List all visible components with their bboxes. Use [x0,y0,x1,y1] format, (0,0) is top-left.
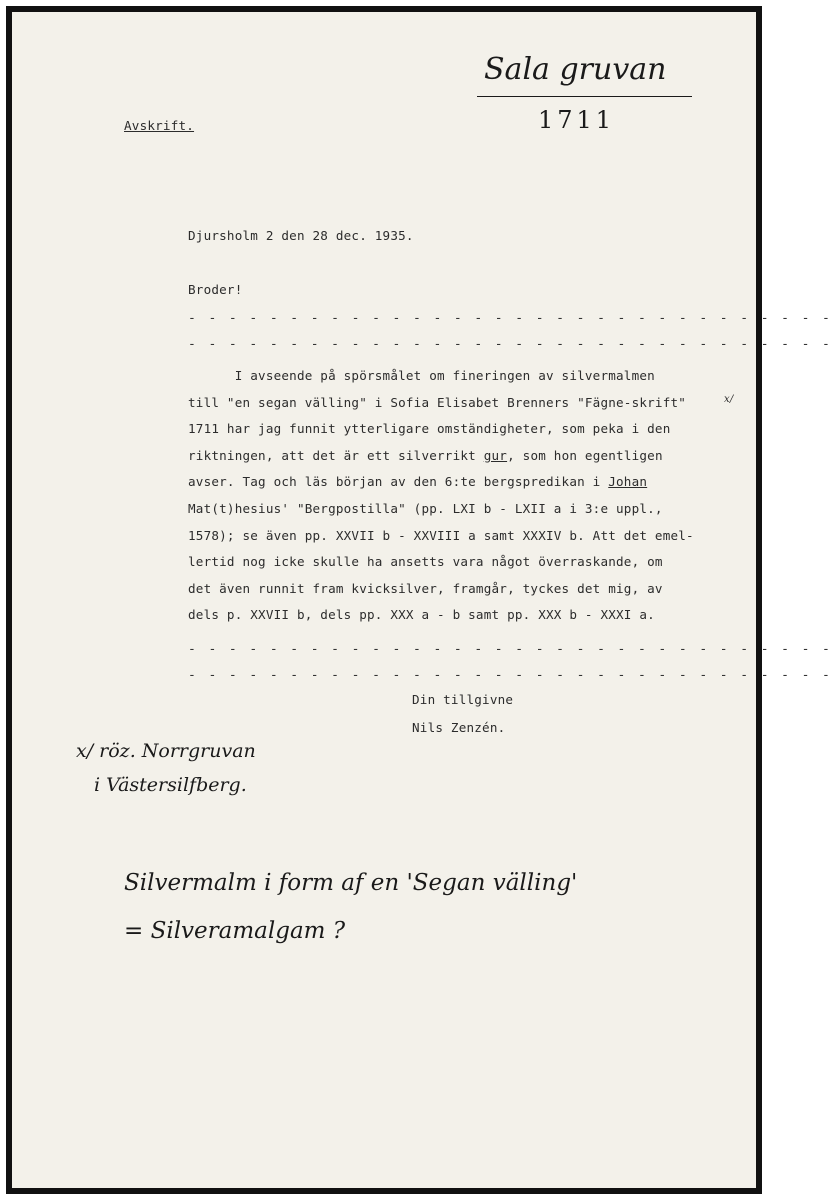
body-text: , som hon egentligen [507,448,663,463]
body-text: Mat(t)hesius' "Bergpostilla" (pp. LXI b - LXII a i 3:e uppl., [188,501,663,516]
body-text: till "en segan välling" i Sofia Elisabet Brenners "Fägne-skrift" [188,395,687,410]
body-line [188,581,663,596]
letter-page [12,12,832,1188]
body-line [188,474,647,489]
underlined-word: gur [483,448,508,463]
body-line [188,395,686,410]
salutation: Broder! [188,282,243,297]
margin-note-line: x/ röz. Norrgruvan [76,740,256,762]
document-frame [6,6,832,1194]
body-line [188,554,663,569]
body-line [188,501,663,516]
underlined-word: Johan [608,474,648,489]
dash-separator: - - - - - - - - - - - - - - - - - - - - - - - - - - - - - - - - [188,337,832,352]
margin-note-line: i Västersilfberg. [94,774,247,796]
dash-separator: - - - - - - - - - - - - - - - - - - - - - - - - - - - - - - - - [188,668,832,683]
handwritten-title: Sala gruvan [484,52,667,87]
avskrift-label: Avskrift. [124,118,195,133]
signature: Nils Zenzén. [412,720,506,735]
body-text: 1711 har jag funnit ytterligare omständigheter, som peka i den [188,421,671,436]
body-line [188,421,671,436]
body-line [188,368,655,383]
body-text: dels p. XXVII b, dels pp. XXX a - b samt pp. XXX b - XXXI a. [188,607,655,622]
body-line [188,528,694,543]
bottom-note-line: = Silveramalgam ? [124,918,346,944]
body-text: avser. Tag och läs början av den 6:te bergspredikan i [188,474,609,489]
dateline: Djursholm 2 den 28 dec. 1935. [188,228,414,243]
body-line [188,607,655,622]
handwritten-title-underline [477,96,692,97]
footnote-mark: x/ [724,394,734,405]
body-line [188,448,663,463]
bottom-note-line: Silvermalm i form af en 'Segan välling' [124,870,578,896]
closing: Din tillgivne [412,692,514,707]
body-text: riktningen, att det är ett silverrikt [188,448,484,463]
body-text: det även runnit fram kvicksilver, framgår, tyckes det mig, av [188,581,663,596]
body-text: I avseende på spörsmålet om fineringen av silvermalmen [188,368,655,383]
dash-separator: - - - - - - - - - - - - - - - - - - - - - - - - - - - - - - - - [188,311,832,326]
dash-separator: - - - - - - - - - - - - - - - - - - - - - - - - - - - - - - - - [188,642,832,657]
handwritten-year: 1711 [538,106,616,134]
body-text: 1578); se även pp. XXVII b - XXVIII a samt XXXIV b. Att det emel- [188,528,694,543]
body-text: lertid nog icke skulle ha ansetts vara något överraskande, om [188,554,663,569]
